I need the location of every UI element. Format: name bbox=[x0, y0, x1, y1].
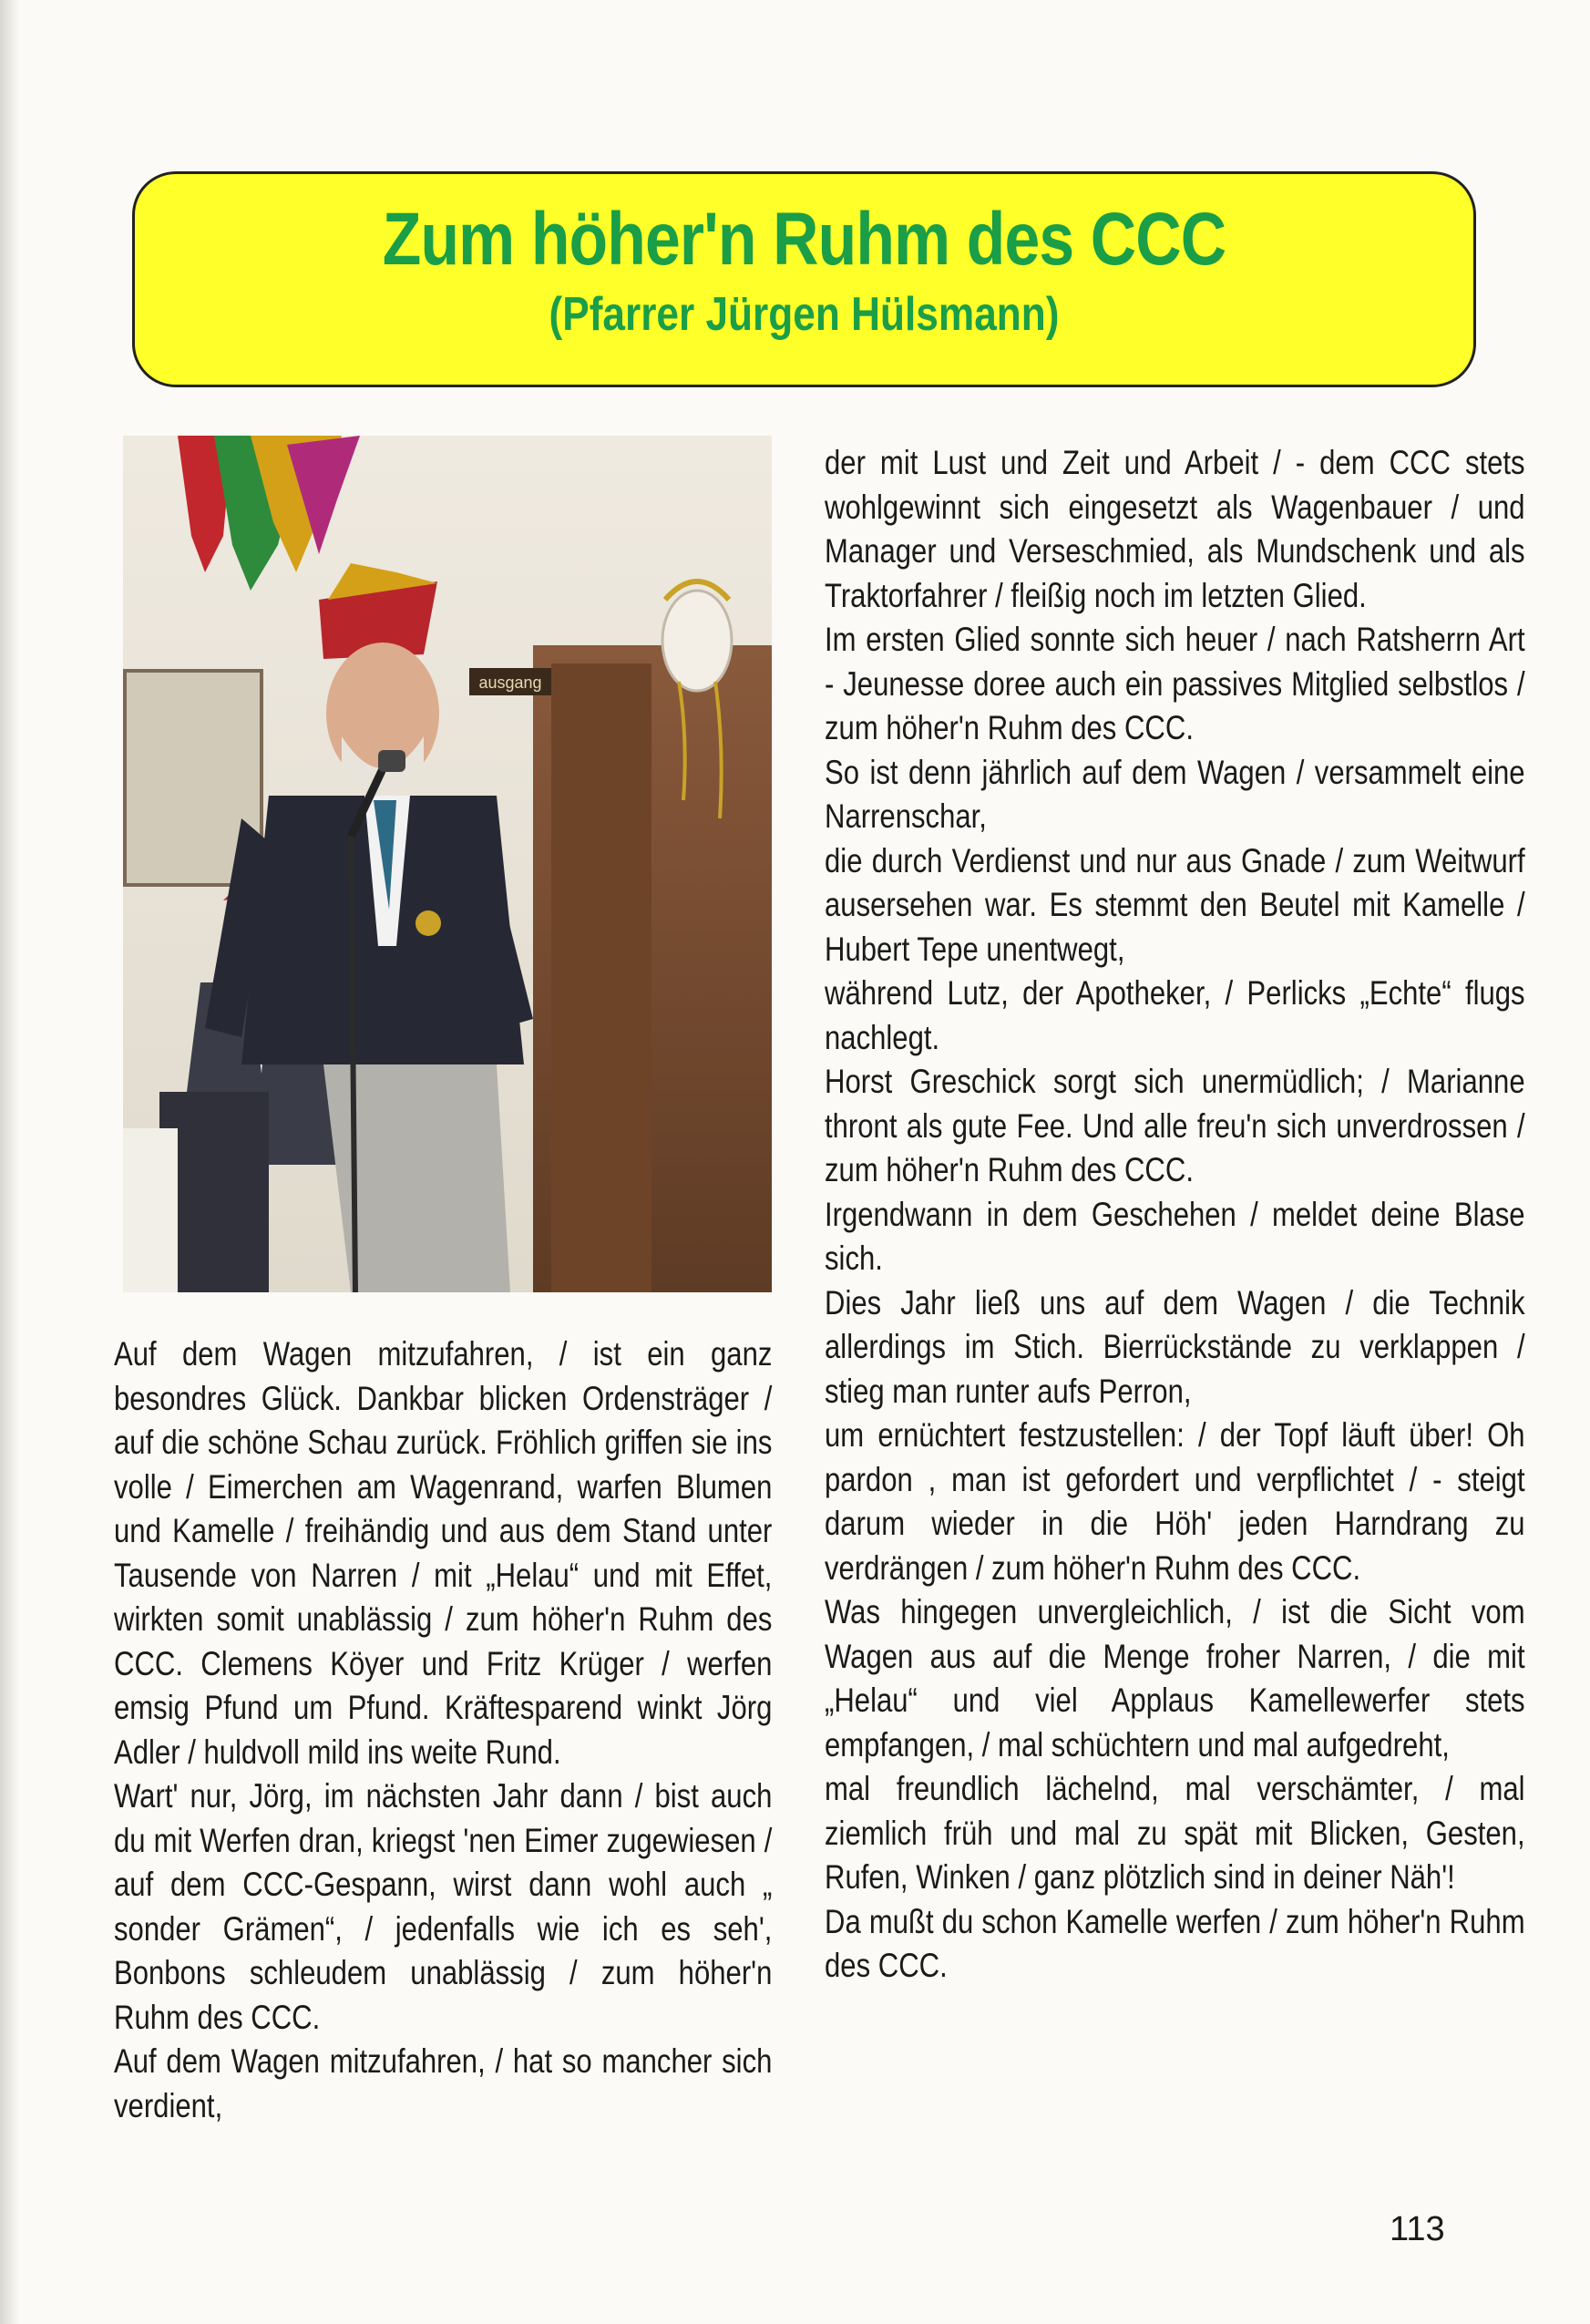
exit-sign-text: ausgang bbox=[478, 674, 542, 692]
paragraph: Wart' nur, Jörg, im nächsten Jahr dann / bist auch du mit Werfen dran, kriegst 'nen Eimer zugewiesen / auf dem CCC-Gespann, wirst dann wohl auch „ sonder Grämen“, / jedenfalls wie ich es seh', Bonbons schleudem unablässig / zum höher'n Ruhm des CCC. bbox=[114, 1777, 773, 2036]
page-binding-edge bbox=[0, 0, 20, 2324]
paragraph: mal freundlich lächelnd, mal verschämter, / mal ziemlich früh und mal zu spät mit Blicken, Gesten, Rufen, Winken / ganz plötzlich sind in deiner Näh'! bbox=[825, 1770, 1525, 1896]
paragraph: um ernüchtert festzustellen: / der Topf läuft über! Oh pardon , man ist gefordert und verpflichtet / - steigt darum wieder in die Höh' jeden Harndrang zu verdrängen / zum höher'n Ruhm des CCC. bbox=[825, 1416, 1525, 1587]
paragraph: Auf dem Wagen mitzufahren, / hat so mancher sich verdient, bbox=[114, 2042, 773, 2124]
paragraph: der mit Lust und Zeit und Arbeit / - dem CCC stets wohlgewinnt sich eingesetzt als Wagenbauer / und Manager und Verseschmied, als Mundschenk und als Traktorfahrer / fleißig noch im letzten Glied. bbox=[825, 444, 1525, 614]
paragraph: Auf dem Wagen mitzufahren, / ist ein ganz besondres Glück. Dankbar blicken Ordensträger / auf die schöne Schau zurück. Fröhlich griffen sie ins volle / Eimerchen am Wagenrand, warfen Blumen und Kamelle / freihändig und aus dem Stand unter Tausende von Narren / mit „Helau“ und mit Effet, wirkten somit unablässig / zum höher'n Ruhm des CCC. Clemens Köyer und Fritz Krüger / werfen emsig Pfund um Pfund. Kräftesparend winkt Jörg Adler / huldvoll mild ins weite Rund. bbox=[114, 1335, 773, 1771]
paragraph: während Lutz, der Apotheker, / Perlicks „Echte“ flugs nachlegt. bbox=[825, 974, 1525, 1056]
paragraph: Da mußt du schon Kamelle werfen / zum höher'n Ruhm des CCC. bbox=[825, 1902, 1525, 1984]
paragraph: die durch Verdienst und nur aus Gnade / zum Weitwurf ausersehen war. Es stemmt den Beutel mit Kamelle / Hubert Tepe unentwegt, bbox=[825, 841, 1525, 968]
left-text-column bbox=[114, 1332, 772, 2128]
page-title: Zum höher'n Ruhm des CCC bbox=[382, 198, 1226, 281]
photo-carnival-speaker-icon bbox=[123, 436, 772, 1292]
paragraph: Horst Greschick sorgt sich unermüdlich; / Marianne thront als gute Fee. Und alle freu'n sich unverdrossen / zum höher'n Ruhm des CCC. bbox=[825, 1063, 1525, 1188]
page-subtitle: (Pfarrer Jürgen Hülsmann) bbox=[549, 288, 1060, 341]
paragraph: Irgendwann in dem Geschehen / meldet deine Blase sich. bbox=[825, 1195, 1525, 1277]
title-banner bbox=[132, 171, 1476, 387]
paragraph: Was hingegen unvergleichlich, / ist die Sicht vom Wagen aus auf die Menge froher Narren, / die mit „Helau“ und viel Applaus Kamellewerfer stets empfangen, / mal schüchtern und mal aufgedreht, bbox=[825, 1593, 1525, 1764]
paragraph: Dies Jahr ließ uns auf dem Wagen / die Technik allerdings im Stich. Bierrückstände zu verklappen / stieg man runter aufs Perron, bbox=[825, 1283, 1525, 1410]
paragraph: Im ersten Glied sonnte sich heuer / nach Ratsherrn Art - Jeunesse doree auch ein passives Mitglied selbstlos / zum höher'n Ruhm des CCC. bbox=[825, 621, 1525, 746]
right-text-column bbox=[825, 441, 1525, 1989]
page-number: 113 bbox=[1390, 2210, 1445, 2248]
carnival-speaker-photo bbox=[123, 436, 772, 1292]
paragraph: So ist denn jährlich auf dem Wagen / versammelt eine Narrenschar, bbox=[825, 753, 1525, 835]
